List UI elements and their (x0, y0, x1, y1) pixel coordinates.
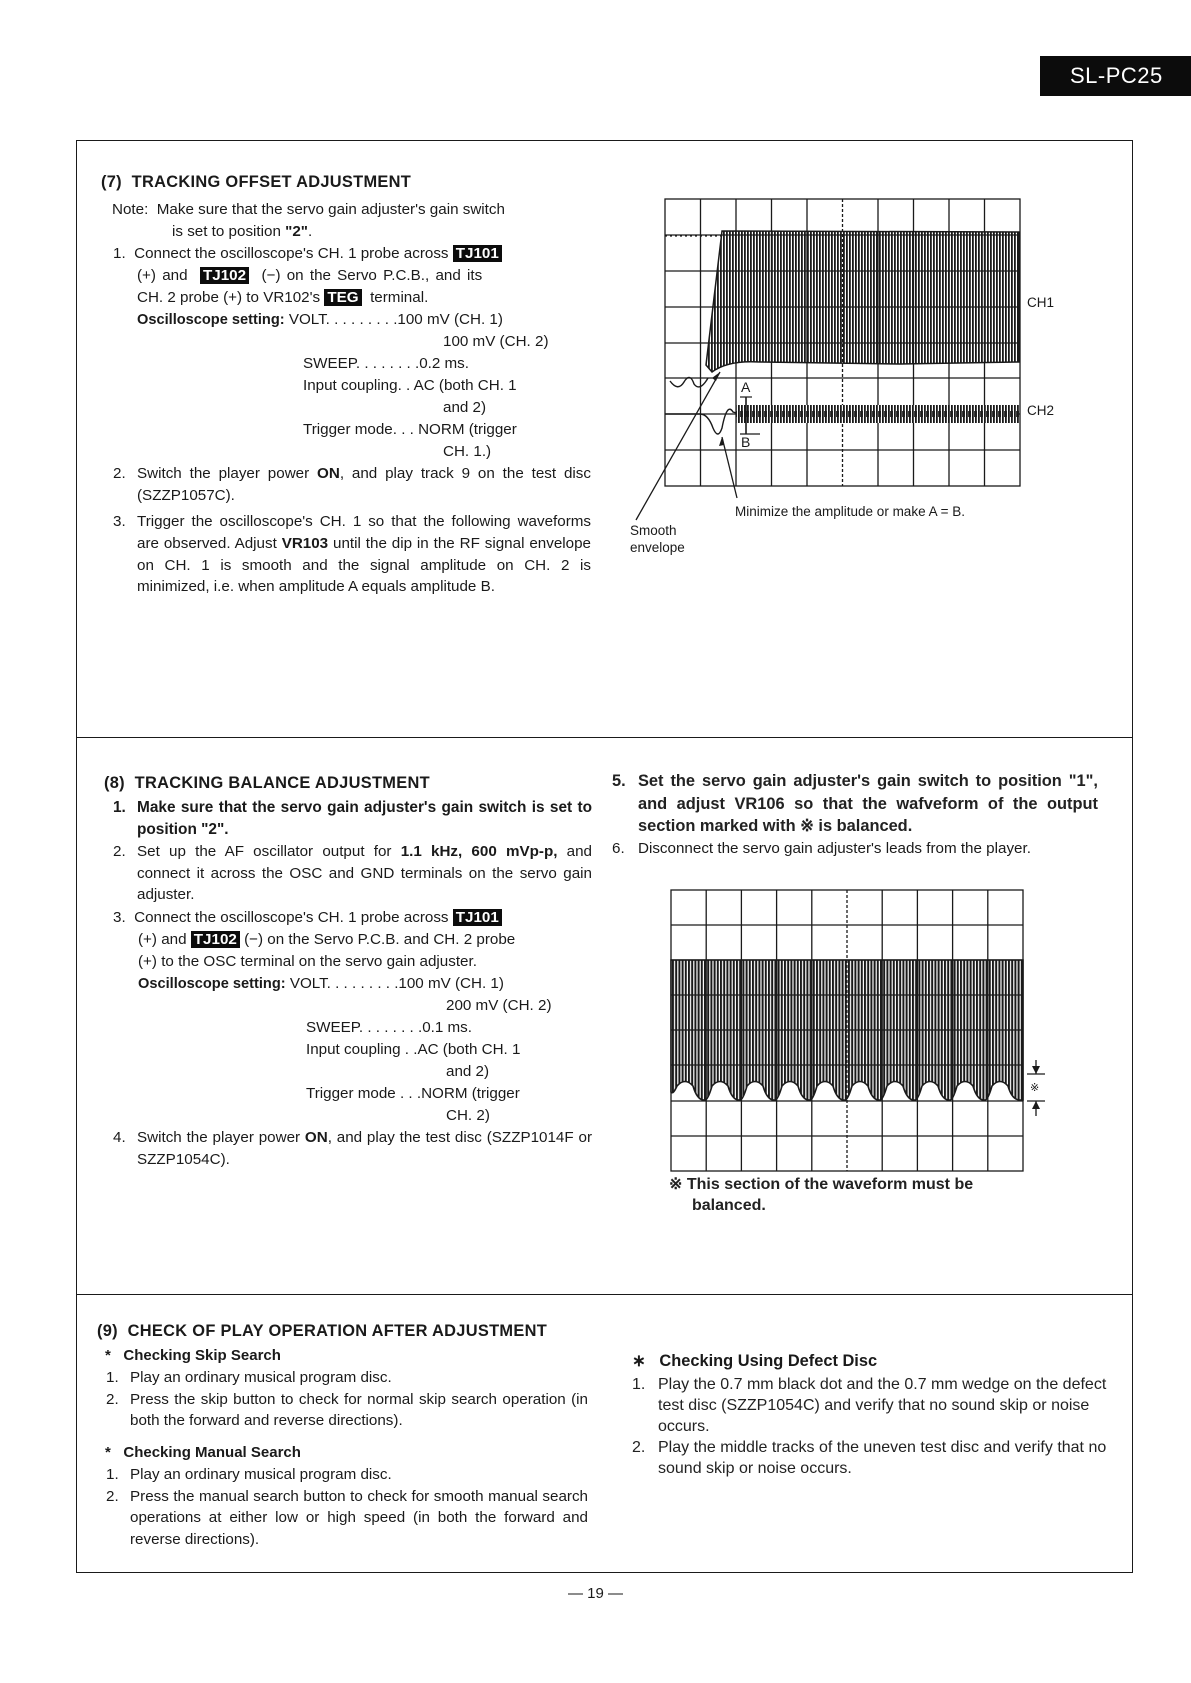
step-text: CH. 2 probe (+) to VR102's (137, 289, 321, 306)
setting-trigger-mode-cont: CH. 2) (446, 1107, 490, 1124)
page-number: — 19 — (567, 1585, 624, 1602)
setting-input-coupling: Input coupling. . AC (both CH. 1 (303, 377, 517, 394)
setting-volt-ch2: 200 mV (CH. 2) (446, 997, 552, 1014)
amplitude-b-marker: B (741, 434, 751, 450)
position-value: "2" (285, 223, 308, 240)
ch1-label: CH1 (1027, 295, 1055, 310)
annotation-minimize: Minimize the amplitude or make A = B. (735, 504, 965, 519)
ch2-label: CH2 (1027, 403, 1055, 418)
manual-search-heading (105, 1442, 301, 1464)
item-text: Play the 0.7 mm black dot and the 0.7 mm wedge on the defect test disc (SZZP1054C) and verify that no sound skip or noise occurs. (658, 1376, 1107, 1435)
step-text: Connect the oscilloscope's CH. 1 probe across (134, 245, 449, 262)
item-text: Play an ordinary musical program disc. (130, 1369, 392, 1386)
setting-trigger-mode: Trigger mode . . .NORM (trigger (306, 1085, 520, 1102)
setting-trigger-mode-cont: CH. 1.) (443, 443, 492, 460)
step-text: Switch the player power (137, 1129, 305, 1146)
step-number: 2. (113, 843, 126, 860)
step-text: , and play track 9 on the test disc (SZZP1057C). (137, 465, 591, 504)
subheading: Checking Skip Search (123, 1347, 281, 1364)
terminal-tj101-badge: TJ101 (453, 245, 502, 262)
step-text: Set the servo gain adjuster's gain switch to position "1", and adjust (638, 772, 1098, 813)
model-number: SL-PC25 (1070, 63, 1163, 88)
skip-search-heading (105, 1345, 281, 1367)
section-number: (7) (101, 173, 122, 191)
annotation-smooth: Smooth (630, 523, 677, 538)
item-number: 1. (106, 1466, 119, 1483)
item-text: Press the manual search button to check for smooth manual search operations at either low or high speed (in both the forward and reverse directions). (130, 1487, 588, 1548)
step-number: 4. (113, 1129, 126, 1146)
step-text-bold: VR106 (734, 794, 785, 813)
item-number: 1. (632, 1376, 646, 1393)
terminal-tj102-badge: TJ102 (200, 267, 249, 284)
step-text: and connect it across the OSC and GND terminals on the servo gain adjuster. (137, 843, 592, 904)
step-text: Disconnect the servo gain adjuster's leads from the player. (638, 840, 1031, 857)
list-item (632, 1374, 1116, 1437)
list-item (632, 1437, 1116, 1479)
step-text-bold: ON (304, 1129, 328, 1146)
note-text: Make sure that the servo gain adjuster's gain switch (156, 201, 505, 218)
step-text: so that the wafveform of the output section marked with ※ is balanced. (638, 794, 1098, 835)
settings-label: Oscilloscope setting: (138, 976, 286, 992)
subheading: Checking Using Defect Disc (659, 1352, 878, 1370)
list-item (106, 1486, 588, 1551)
step-text: (−) on the Servo P.C.B., and its (261, 267, 483, 284)
step-text: Switch the player power (137, 465, 318, 482)
setting-sweep: SWEEP. . . . . . . .0.1 ms. (306, 1019, 472, 1036)
terminal-tj102-badge: TJ102 (191, 931, 240, 948)
step-text-bold: VR103 (281, 534, 329, 552)
item-text: Play the middle tracks of the uneven test disc and verify that no sound skip or noise occurs. (658, 1439, 1107, 1477)
step-text: Make sure that the servo gain adjuster's gain switch is set to position "2". (137, 799, 592, 838)
list-item (106, 1367, 588, 1389)
section-number: (8) (104, 774, 125, 792)
terminal-tj101-badge: TJ101 (453, 909, 502, 926)
annotation-envelope: envelope (630, 540, 685, 555)
scope-caption: ※ This section of the waveform must be (669, 1176, 974, 1193)
defect-disc-heading (632, 1351, 877, 1373)
step-number: 3. (113, 513, 126, 530)
setting-volt: VOLT. . . . . . . . .100 mV (CH. 1) (289, 975, 504, 992)
setting-trigger-mode: Trigger mode. . . NORM (trigger (303, 421, 517, 438)
step-number: 1. (113, 799, 126, 816)
note-text: . (307, 223, 313, 240)
item-number: 2. (106, 1390, 119, 1408)
defect-disc-list (632, 1374, 1116, 1479)
step-text: (−) on the Servo P.C.B. and CH. 2 probe (244, 931, 516, 948)
step-3-line-3: (+) to the OSC terminal on the servo gain adjuster. (138, 953, 477, 970)
list-item (106, 1389, 588, 1432)
item-number: 2. (632, 1439, 646, 1456)
item-number: 1. (106, 1369, 119, 1386)
bullet-icon: * (105, 1444, 111, 1461)
section-number: (9) (97, 1322, 118, 1340)
item-number: 2. (106, 1487, 119, 1505)
setting-volt: VOLT. . . . . . . . .100 mV (CH. 1) (288, 311, 503, 328)
bullet-icon: ∗ (632, 1352, 646, 1370)
step-text: (+) and (138, 931, 187, 948)
section-title: TRACKING OFFSET ADJUSTMENT (131, 173, 412, 191)
section-title: CHECK OF PLAY OPERATION AFTER ADJUSTMENT (127, 1322, 548, 1340)
step-text: Trigger the oscilloscope's CH. 1 so that the following waveforms are observed. Adjust (137, 513, 591, 552)
step-text-bold: 1.1 kHz, 600 mVp-p, (400, 843, 558, 860)
step-text: until the dip in the RF signal envelope on CH. 1 is smooth and the signal amplitude on CH. 2 is minimized, i.e. when amplitude A equals amplitude B. (137, 534, 591, 596)
note-text: is set to position (172, 223, 286, 240)
step-number: 2. (113, 465, 126, 482)
terminal-teg-badge: TEG (324, 289, 361, 306)
note-label: Note: (112, 201, 149, 218)
setting-volt-ch2: 100 mV (CH. 2) (443, 333, 549, 350)
list-item (106, 1464, 588, 1486)
setting-sweep: SWEEP. . . . . . . .0.2 ms. (303, 355, 469, 372)
step-text: Connect the oscilloscope's CH. 1 probe across (134, 909, 449, 926)
settings-label: Oscilloscope setting: (137, 312, 285, 328)
subheading: Checking Manual Search (123, 1444, 301, 1461)
manual-search-list (106, 1464, 588, 1550)
step-number: 1. (113, 245, 126, 262)
step-text: (+) and (137, 267, 188, 284)
setting-input-coupling: Input coupling . .AC (both CH. 1 (306, 1041, 521, 1058)
scope-caption-cont: balanced. (692, 1197, 766, 1214)
step-text: terminal. (370, 289, 429, 306)
section-title: TRACKING BALANCE ADJUSTMENT (134, 774, 430, 792)
item-text: Press the skip button to check for normal skip search operation (in both the forward and reverse directions). (130, 1390, 588, 1430)
amplitude-a-marker: A (741, 379, 751, 395)
step-number: 6. (612, 840, 625, 857)
item-text: Play an ordinary musical program disc. (130, 1466, 392, 1483)
skip-search-list (106, 1367, 588, 1432)
step-text-bold: ON (317, 465, 340, 482)
setting-input-coupling-cont: and 2) (446, 1063, 490, 1080)
step-number: 3. (113, 909, 126, 926)
step-text: Set up the AF oscillator output for (137, 843, 401, 860)
setting-input-coupling-cont: and 2) (443, 399, 487, 416)
step-text: , and play the test disc (SZZP1014F or SZZP1054C). (137, 1129, 592, 1168)
step-number: 5. (612, 772, 626, 790)
balance-section-marker: ※ (1030, 1082, 1040, 1094)
bullet-icon: * (105, 1347, 111, 1364)
section-9-heading (97, 1321, 547, 1343)
